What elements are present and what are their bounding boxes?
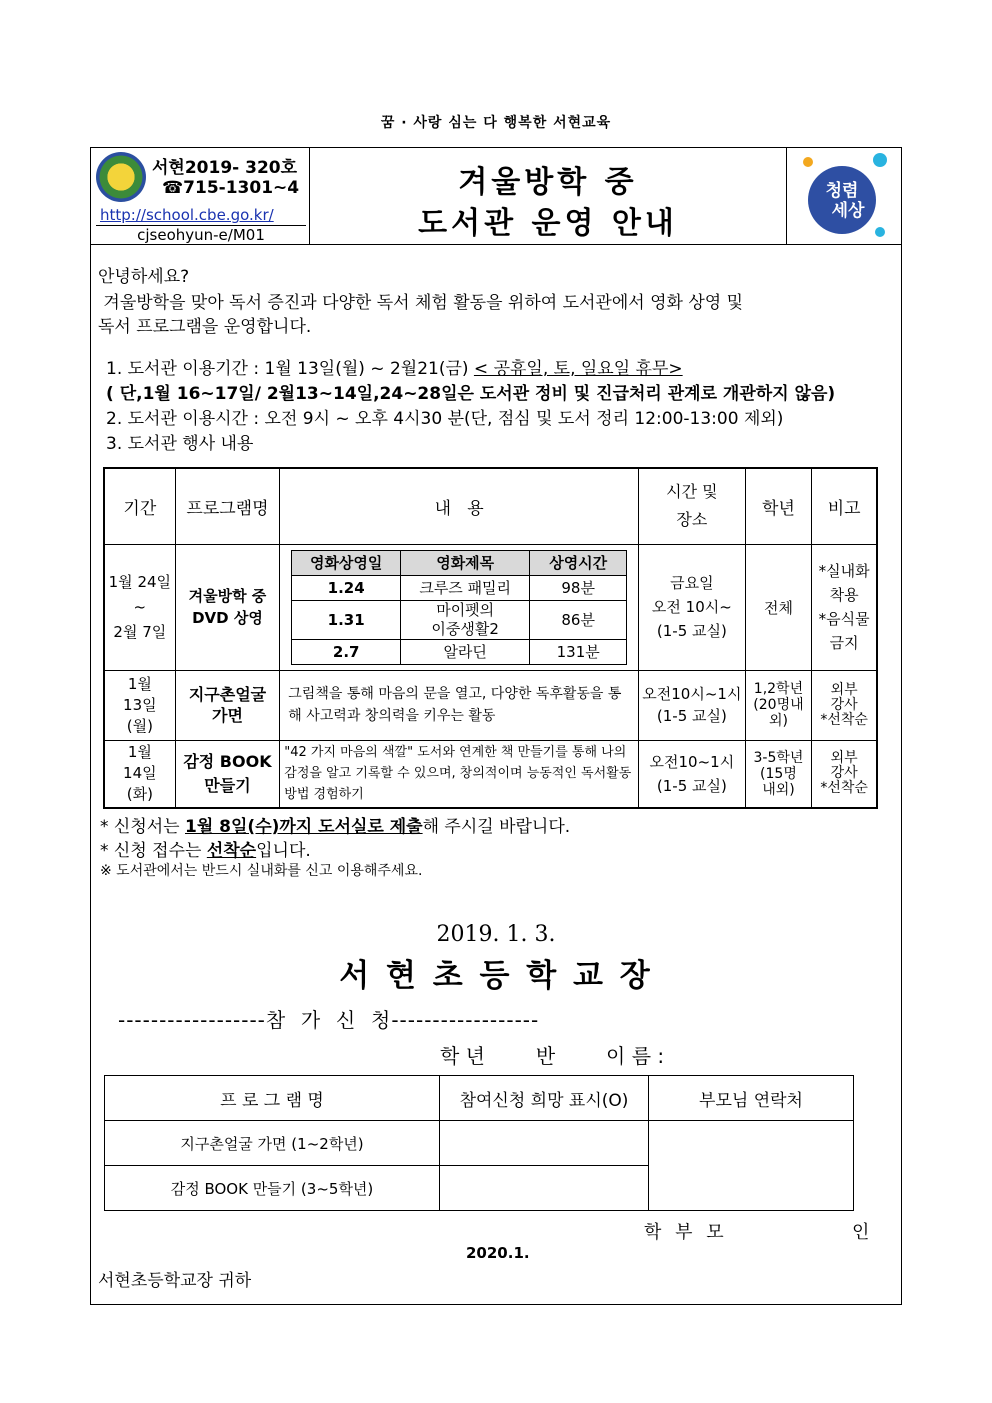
time-line2: (1-5 교실) <box>656 707 727 725</box>
time-line3: (1-5 교실) <box>656 622 727 640</box>
time-line1: 금요일 <box>670 574 714 592</box>
row2-grade <box>745 670 812 740</box>
application-date: 2020.1. <box>466 1244 530 1262</box>
school-seal-icon <box>96 152 146 202</box>
period-line1: 1월 <box>127 674 152 693</box>
note-line1: *실내화 <box>818 562 870 580</box>
period-line1: 1월 <box>127 743 152 762</box>
intro-paragraph-line2: 독서 프로그램을 운영합니다. <box>98 317 312 337</box>
grade-line1: 1,2학년 <box>753 681 804 697</box>
period-end: 2월 7일 <box>113 622 167 641</box>
application-divider: ------------------참 가 신 청------------------ <box>118 1008 540 1032</box>
grade-line2: (15명 <box>760 765 797 782</box>
phone-number: ☎715-1301~4 <box>162 178 300 198</box>
grade-line2: (20명내 <box>753 697 804 713</box>
row2-content: 그림책을 통해 마음의 문을 열고, 다양한 독후활동을 통해 사고력과 창의력을 키우는 활동 <box>280 670 639 740</box>
item-usage-period <box>106 356 683 382</box>
seal-mark: 인 <box>852 1222 870 1243</box>
program-line2: DVD 상영 <box>192 609 263 627</box>
note-line4: 금지 <box>829 634 859 652</box>
events-table <box>103 467 878 809</box>
parent-signature-label: 학 부 모 <box>644 1222 728 1243</box>
row1-time <box>639 544 746 670</box>
period-line2: 13일 <box>123 695 157 714</box>
row1-content <box>280 544 639 670</box>
movie-length: 98분 <box>530 575 627 600</box>
issue-date: 2019. 1. 3. <box>436 922 556 947</box>
item-usage-hours: 2. 도서관 이용시간 : 오전 9시 ~ 오후 4시30 분(단, 점심 및 도서 정리 12:00-13:00 제외) <box>106 409 784 429</box>
movie-header-row <box>292 550 627 575</box>
movie-title: 크루즈 패밀리 <box>401 575 530 600</box>
greeting: 안녕하세요? <box>98 267 190 287</box>
grade-line3: 외) <box>768 713 788 729</box>
table-row <box>104 544 877 670</box>
row3-time <box>639 740 746 808</box>
student-info-fields: 학 년 반 이 름 : <box>440 1044 665 1068</box>
row3-program <box>175 740 280 808</box>
row1-grade: 전체 <box>745 544 812 670</box>
note-line2: 강사 <box>830 765 858 782</box>
period-sep: ~ <box>133 597 147 616</box>
movie-row <box>292 600 627 639</box>
movie-row <box>292 639 627 664</box>
movie-title-line1: 마이펫의 <box>436 600 495 619</box>
period-line3: (월) <box>126 716 153 735</box>
row2-program <box>175 670 280 740</box>
submission-deadline: 1월 8일(수)까지 도서실로 제출 <box>185 817 423 837</box>
principal-signature: 서 현 초 등 학 교 장 <box>339 958 653 994</box>
intro-paragraph-line1: 겨울방학을 맞아 독서 증진과 다양한 독서 체험 활동을 위하여 도서관에서 영화 상영 및 <box>98 293 744 313</box>
grade-line3: 내외) <box>762 781 795 798</box>
addressee: 서현초등학교장 귀하 <box>98 1271 252 1291</box>
note-line3: *선착순 <box>820 780 868 797</box>
period-start: 1월 24일 <box>108 572 172 591</box>
movie-row <box>292 575 627 600</box>
page-title-line2: 도서관 운영 안내 <box>418 206 678 241</box>
integrity-logo-icon <box>800 152 890 242</box>
first-come-emphasis: 선착순 <box>206 841 257 861</box>
header-place: 장소 <box>676 510 708 530</box>
period-line3: (화) <box>126 785 153 804</box>
note-line2: 착용 <box>829 586 859 604</box>
header-grade: 학년 <box>745 468 812 544</box>
movie-date: 1.24 <box>292 575 401 600</box>
first-come-pre: * 신청 접수는 <box>100 841 207 861</box>
program-line2: 만들기 <box>204 775 251 795</box>
row2-time <box>639 670 746 740</box>
header-time-place <box>639 468 746 544</box>
page-title-line1: 겨울방학 중 <box>458 165 638 200</box>
movie-schedule-table <box>291 550 627 665</box>
movie-header-length: 상영시간 <box>530 550 627 575</box>
application-table <box>104 1075 854 1211</box>
note-line1: 외부 <box>830 750 858 767</box>
period-line2: 14일 <box>123 764 157 783</box>
svg-text:청렴: 청렴 <box>825 181 859 201</box>
row3-content: "42 가지 마음의 색깔" 도서와 연계한 책 만들기를 통해 나의 감정을 알고 기록할 수 있으며, 창의적이며 능동적인 독서활동 방법 경험하기 <box>280 740 639 808</box>
first-come-note <box>100 836 311 861</box>
movie-title <box>401 600 530 639</box>
school-url-link[interactable]: http://school.cbe.go.kr/ <box>100 206 274 224</box>
movie-length: 86분 <box>530 600 627 639</box>
row3-grade <box>745 740 812 808</box>
time-line2: 오전 10시~ <box>651 598 732 616</box>
row1-note <box>812 544 877 670</box>
row3-period <box>104 740 175 808</box>
row2-note <box>812 670 877 740</box>
application-mark-cell[interactable] <box>440 1166 649 1211</box>
slipper-note: ※ 도서관에서는 반드시 실내화를 신고 이용해주세요. <box>100 863 423 879</box>
table-row <box>104 740 877 808</box>
table-row <box>104 670 877 740</box>
row1-program <box>175 544 280 670</box>
application-program-name: 감정 BOOK 만들기 (3~5학년) <box>105 1166 440 1211</box>
movie-date: 2.7 <box>292 639 401 664</box>
movie-title: 알라딘 <box>401 639 530 664</box>
usage-period-text: 1. 도서관 이용기간 : 1월 13일(월) ~ 2월21(금) <box>106 359 474 379</box>
time-line1: 오전10시~1시 <box>642 685 742 703</box>
time-line2: (1-5 교실) <box>656 776 727 795</box>
events-header-row <box>104 468 877 544</box>
first-come-post: 입니다. <box>256 841 311 861</box>
movie-header-date: 영화상영일 <box>292 550 401 575</box>
closure-note: ( 단,1월 16~17일/ 2월13~14일,24~28일은 도서관 정비 및 진급처리 관계로 개관하지 않음) <box>106 384 836 404</box>
header-content: 내 용 <box>280 468 639 544</box>
program-line2: 가면 <box>212 706 243 725</box>
header-program: 프로그램명 <box>175 468 280 544</box>
motto: 꿈 · 사랑 심는 다 행복한 서현교육 <box>380 115 612 131</box>
note-line3: *선착순 <box>820 711 868 728</box>
table-row <box>105 1121 854 1166</box>
program-line1: 겨울방학 중 <box>188 587 267 605</box>
parent-contact-cell[interactable] <box>649 1121 854 1211</box>
grade-line1: 3-5학년 <box>753 749 804 766</box>
header-note: 비고 <box>812 468 877 544</box>
item-events-heading: 3. 도서관 행사 내용 <box>106 434 254 454</box>
row1-period <box>104 544 175 670</box>
program-line1: 감정 BOOK <box>183 751 272 771</box>
submission-note <box>100 812 570 837</box>
time-line1: 오전10~1시 <box>649 752 735 771</box>
movie-header-title: 영화제목 <box>401 550 530 575</box>
application-header-apply: 참여신청 희망 표시(O) <box>440 1076 649 1121</box>
svg-text:세상: 세상 <box>831 201 865 221</box>
submission-note-pre: * 신청서는 <box>100 817 185 837</box>
application-program-name: 지구촌얼굴 가면 (1~2학년) <box>105 1121 440 1166</box>
application-header-row <box>105 1076 854 1121</box>
holiday-note: < 공휴일, 토, 일요일 휴무> <box>473 359 683 379</box>
program-line1: 지구촌얼굴 <box>188 685 267 704</box>
note-line3: *음식물 <box>818 610 870 628</box>
note-line1: 외부 <box>830 681 858 698</box>
header-time: 시간 및 <box>666 482 718 502</box>
note-line2: 강사 <box>830 696 858 713</box>
application-mark-cell[interactable] <box>440 1121 649 1166</box>
application-header-program: 프 로 그 램 명 <box>105 1076 440 1121</box>
row3-note <box>812 740 877 808</box>
document-number: 서현2019- 320호 <box>152 158 298 178</box>
movie-date: 1.31 <box>292 600 401 639</box>
document-code: cjseohyun-e/M01 <box>96 225 306 244</box>
header-period: 기간 <box>104 468 175 544</box>
movie-length: 131분 <box>530 639 627 664</box>
submission-note-post: 해 주시길 바랍니다. <box>422 817 571 837</box>
movie-title-line2: 이중생활2 <box>431 619 499 638</box>
row2-period <box>104 670 175 740</box>
application-header-contact: 부모님 연락처 <box>649 1076 854 1121</box>
